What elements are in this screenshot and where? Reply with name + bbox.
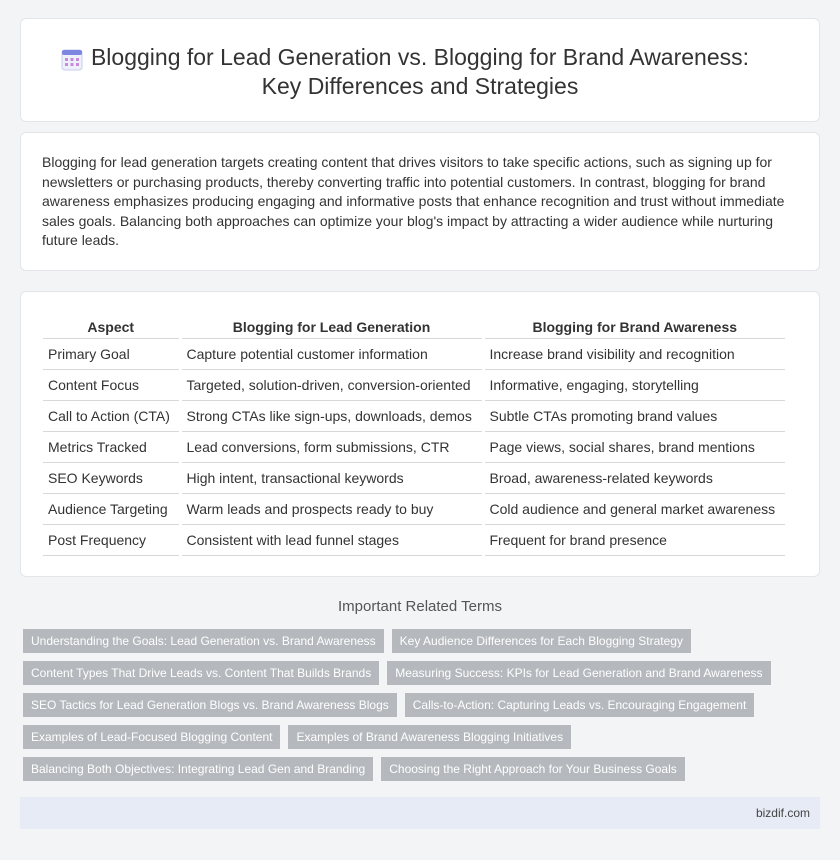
- row-aspect: Content Focus: [43, 369, 180, 400]
- row-brand-value: Cold audience and general market awareness: [483, 493, 785, 524]
- page-title-line2: Key Differences and Strategies: [261, 73, 579, 99]
- related-term-link[interactable]: Content Types That Drive Leads vs. Content That Builds Brands: [23, 661, 379, 685]
- row-aspect: Post Frequency: [43, 524, 180, 555]
- row-aspect: SEO Keywords: [43, 462, 180, 493]
- related-term-link[interactable]: Balancing Both Objectives: Integrating Lead Gen and Branding: [23, 757, 373, 781]
- table-row: [43, 369, 785, 400]
- page-title-line1: Blogging for Lead Generation vs. Blogging for Brand Awareness:: [90, 44, 750, 70]
- row-brand-value: Increase brand visibility and recognition: [483, 338, 785, 369]
- header-aspect: Aspect: [43, 316, 180, 338]
- header-card: [20, 18, 820, 122]
- footer-site-name: bizdif.com: [755, 806, 810, 820]
- row-lead-value: High intent, transactional keywords: [180, 462, 483, 493]
- row-brand-value: Subtle CTAs promoting brand values: [483, 400, 785, 431]
- row-brand-value: Page views, social shares, brand mentions: [483, 431, 785, 462]
- row-lead-value: Strong CTAs like sign-ups, downloads, demos: [180, 400, 483, 431]
- related-terms-list: [23, 629, 803, 789]
- row-lead-value: Targeted, solution-driven, conversion-oriented: [180, 369, 483, 400]
- related-term-link[interactable]: SEO Tactics for Lead Generation Blogs vs. Brand Awareness Blogs: [23, 693, 397, 717]
- row-lead-value: Warm leads and prospects ready to buy: [180, 493, 483, 524]
- row-aspect: Metrics Tracked: [43, 431, 180, 462]
- table-header-row: [43, 316, 785, 338]
- table-row: [43, 400, 785, 431]
- page-title: [21, 43, 819, 101]
- comparison-table: [43, 316, 785, 556]
- table-row: [43, 431, 785, 462]
- row-lead-value: Capture potential customer information: [180, 338, 483, 369]
- row-lead-value: Consistent with lead funnel stages: [180, 524, 483, 555]
- table-row: [43, 493, 785, 524]
- row-brand-value: Broad, awareness-related keywords: [483, 462, 785, 493]
- intro-paragraph: Blogging for lead generation targets creating content that drives visitors to take specific actions, such as signing up for newsletters or purchasing products, thereby converting traffic into potential customers. In contrast, blogging for brand awareness emphasizes producing engaging and informative posts that enhance recognition and trust without immediate sales goals. Balancing both approaches can optimize your blog's impact by attracting a wider audience while nurturing future leads.: [42, 154, 785, 249]
- related-term-link[interactable]: Understanding the Goals: Lead Generation vs. Brand Awareness: [23, 629, 384, 653]
- row-aspect: Audience Targeting: [43, 493, 180, 524]
- row-brand-value: Informative, engaging, storytelling: [483, 369, 785, 400]
- header-brand-awareness: Blogging for Brand Awareness: [483, 316, 785, 338]
- related-term-link[interactable]: Measuring Success: KPIs for Lead Generation and Brand Awareness: [387, 661, 770, 685]
- row-brand-value: Frequent for brand presence: [483, 524, 785, 555]
- table-row: [43, 524, 785, 555]
- related-term-link[interactable]: Examples of Lead-Focused Blogging Content: [23, 725, 280, 749]
- row-aspect: Primary Goal: [43, 338, 180, 369]
- related-term-link[interactable]: Examples of Brand Awareness Blogging Initiatives: [288, 725, 571, 749]
- table-row: [43, 462, 785, 493]
- related-term-link[interactable]: Choosing the Right Approach for Your Business Goals: [381, 757, 685, 781]
- related-term-link[interactable]: Calls-to-Action: Capturing Leads vs. Encouraging Engagement: [405, 693, 755, 717]
- header-lead-generation: Blogging for Lead Generation: [180, 316, 483, 338]
- comparison-table-card: [20, 291, 820, 577]
- related-term-link[interactable]: Key Audience Differences for Each Blogging Strategy: [392, 629, 691, 653]
- footer: [20, 797, 820, 829]
- row-lead-value: Lead conversions, form submissions, CTR: [180, 431, 483, 462]
- table-row: [43, 338, 785, 369]
- intro-card: [20, 132, 820, 271]
- related-terms-title: Important Related Terms: [338, 598, 502, 615]
- row-aspect: Call to Action (CTA): [43, 400, 180, 431]
